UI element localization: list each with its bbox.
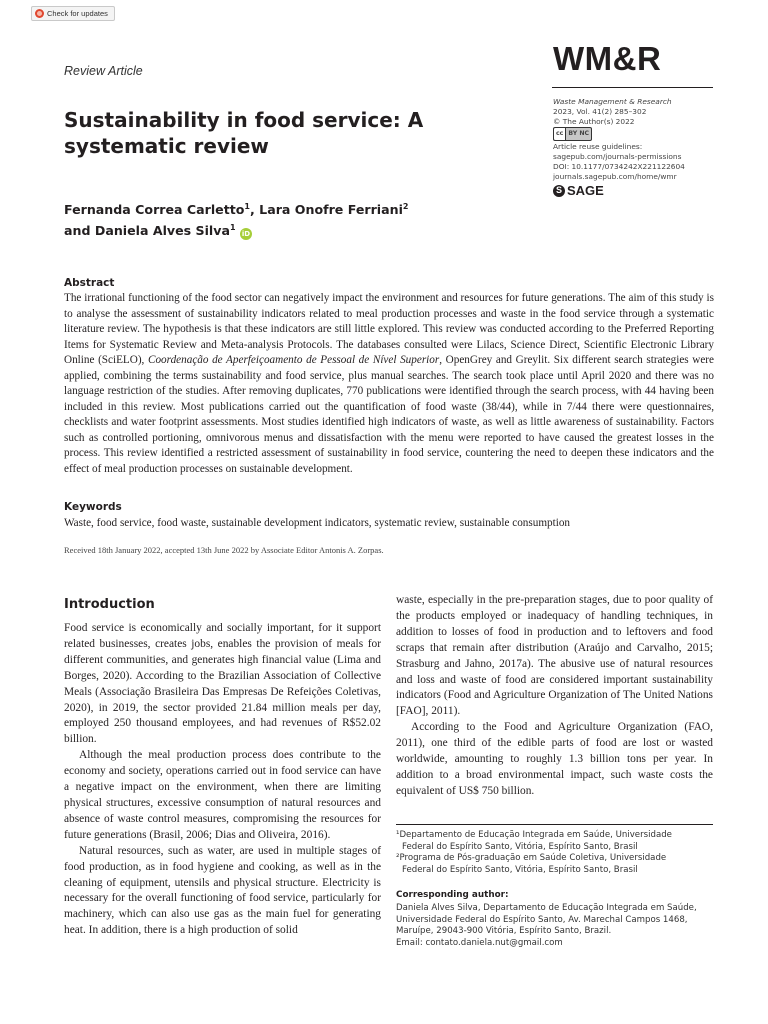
body-paragraph: Although the meal production process does contribute to the economy and society, operations carried out in food service can have a negative impact on the environment, when there are limiting physical structures, excessive consumption of natural resources and absence of waste control measures, compromising the resources for future generations (Brasil, 2006; Dias and Oliveira, 2016).	[64, 749, 381, 841]
corresponding-line: Universidade Federal do Espírito Santo, Av. Marechal Campos 1468,	[396, 914, 688, 925]
sage-icon: S	[553, 185, 565, 197]
received-dates: Received 18th January 2022, accepted 13th June 2022 by Associate Editor Antonis A. Zorpas.	[64, 545, 384, 555]
body-paragraph: Food service is economically and socially important, for it support related businesses, creates jobs, enables the provision of meals for different communities, and generates high financial value (Lima and Borges, 2020). According to the Brazilian Association of Collective Meals (Associação Brasileira Das Empresas De Refeições Coletivas, 2020), in 2019, the sector provided 21.84 million meals per day, employed 250 thousand employees, and had revenues of R$52.02 billion.	[64, 622, 381, 746]
publisher-logo	[553, 182, 728, 198]
body-paragraph: According to the Food and Agriculture Organization (FAO, 2011), one third of the edible parts of food are lost or wasted worldwide, amounting to roughly 1.3 billion tons per year. In addition to a broad environmental impact, such waste costs the equivalent of US$ 750 billion.	[396, 721, 713, 797]
updates-icon	[35, 9, 44, 18]
reuse-link[interactable]: sagepub.com/journals-permissions	[553, 152, 682, 162]
cc-icon: cc	[554, 128, 566, 140]
corresponding-author-heading: Corresponding author:	[396, 890, 509, 900]
abstract-part: , OpenGrey and Greylit. Six different search strategies were applied, combining the terms sustainability and food service, plus manual searches. The search took place until April 2020 and there was no language restriction of the studies. After removing duplicates, 770 publications were identified through the search process, with 44 having been included in this review. Most publications carried out the quantification of food waste (38/44), while in 7/44 there were questionnaires, checklists and water footprint assessments. Most studies identified high indicators of waste, as well as little awareness of sustainability. Factors such as controlled portioning, omnivorous menus and dissatisfaction with the menu were reported to have caused the greatest losses in the process. This review identified a restricted assessment of sustainability in food service, countering the need to deepen these indicators and the effect of meal production processes on sustainable development.	[64, 354, 714, 475]
body-column-right	[396, 593, 713, 800]
journal-logo: WM&R	[553, 40, 662, 77]
author-affiliation-mark: 1	[244, 202, 250, 211]
author-name: Daniela Alves Silva	[94, 223, 230, 239]
body-paragraph: Natural resources, such as water, are used in multiple stages of food production, as in food hygiene and cooking, as well as in the cleaning of equipment, utensils and physical structure. Electricity is necessary for the overall functioning of food service, particularly for machinery, which can also use gas as the main fuel for generating heat. In addition, there is a high production of solid	[64, 844, 381, 937]
author-joiner: and	[64, 223, 95, 239]
abstract-heading: Abstract	[64, 277, 115, 289]
abstract-part: The irrational functioning of the food sector can negatively impact the environment and resources for future generations. The aim of this study is to analyse the assessment of sustainability indicators related to meal production processes and waste in the food service through a systematic literature review. The hypothesis is that these indicators are still little explored. This review was conducted according to the Preferred Reporting Items for Systematic Review and Meta-analysis Protocols. The databases consulted were Lilacs, Science Direct, Scientific Electronic Library Online (SciELO),	[64, 292, 714, 366]
introduction-heading: Introduction	[64, 597, 155, 612]
corresponding-line: Maruípe, 29043-900 Vitória, Espírito Santo, Brazil.	[396, 926, 612, 937]
author-affiliation-mark: 1	[229, 223, 236, 233]
cc-license-badge[interactable]	[553, 127, 592, 141]
keywords-heading: Keywords	[64, 501, 122, 513]
journal-info	[553, 97, 728, 197]
author-name: Lara Onofre Ferriani	[259, 202, 403, 218]
corresponding-line: Daniela Alves Silva, Departamento de Educação Integrada em Saúde,	[396, 903, 697, 913]
body-column-left	[64, 621, 381, 939]
check-for-updates-button[interactable]	[31, 6, 115, 21]
affiliation-line: ²Programa de Pós-graduação em Saúde Coletiva, Universidade	[396, 853, 667, 864]
body-paragraph: waste, especially in the pre-preparation stages, due to poor quality of the products employed or inadequacy of handling techniques, in addition to losses of food in production and to leftovers and food scraps that remain after distribution (Araújo and Carvalho, 2015; Strasburg and Jahno, 2017a). The abusive use of natural resources and loss and waste of food are considered important sustainability indicators (Food and Agriculture Organization of The United Nations [FAO], 2011).	[396, 594, 713, 718]
keywords-text: Waste, food service, food waste, sustainable development indicators, systematic review, sustainable consumption	[64, 517, 571, 529]
abstract-italic: Coordenação de Aperfeiçoamento de Pessoal de Nível Superior	[147, 354, 440, 366]
copyright: © The Author(s) 2022	[553, 116, 635, 126]
corresponding-email[interactable]: Email: contato.daniela.nut@gmail.com	[396, 937, 563, 948]
corresponding-author	[396, 903, 716, 949]
affiliation-line: Federal do Espírito Santo, Vitória, Espírito Santo, Brasil	[402, 864, 638, 875]
author-name: Fernanda Correa Carletto	[64, 202, 245, 218]
journal-url[interactable]: journals.sagepub.com/home/wmr	[553, 171, 677, 181]
affiliation-line: ¹Departamento de Educação Integrada em Saúde, Universidade	[396, 830, 672, 840]
check-for-updates-label: Check for updates	[47, 9, 108, 18]
publisher-name: SAGE	[567, 182, 604, 198]
journal-name: Waste Management & Research	[553, 97, 672, 106]
cc-terms: BY NC	[568, 130, 590, 138]
orcid-icon[interactable]: iD	[241, 230, 251, 239]
affiliations	[396, 830, 716, 876]
article-type: Review Article	[64, 64, 143, 78]
abstract-text	[64, 291, 714, 477]
footnote-divider	[396, 824, 713, 825]
article-title: Sustainability in food service: A systematic review	[64, 108, 424, 158]
reuse-label: Article reuse guidelines:	[553, 142, 643, 152]
logo-divider	[552, 87, 713, 88]
doi[interactable]: DOI: 10.1177/0734242X221122604	[553, 161, 685, 171]
author-list: Fernanda Correa Carletto$^1$, Lara Onofre Ferriani$^2$ and Daniela Alves Silva$^1$ iD	[64, 202, 409, 239]
affiliation-line: Federal do Espírito Santo, Vitória, Espírito Santo, Brasil	[402, 841, 638, 852]
author-affiliation-mark: 2	[402, 202, 409, 211]
journal-volume: 2023, Vol. 41(2) 285–302	[553, 106, 647, 116]
